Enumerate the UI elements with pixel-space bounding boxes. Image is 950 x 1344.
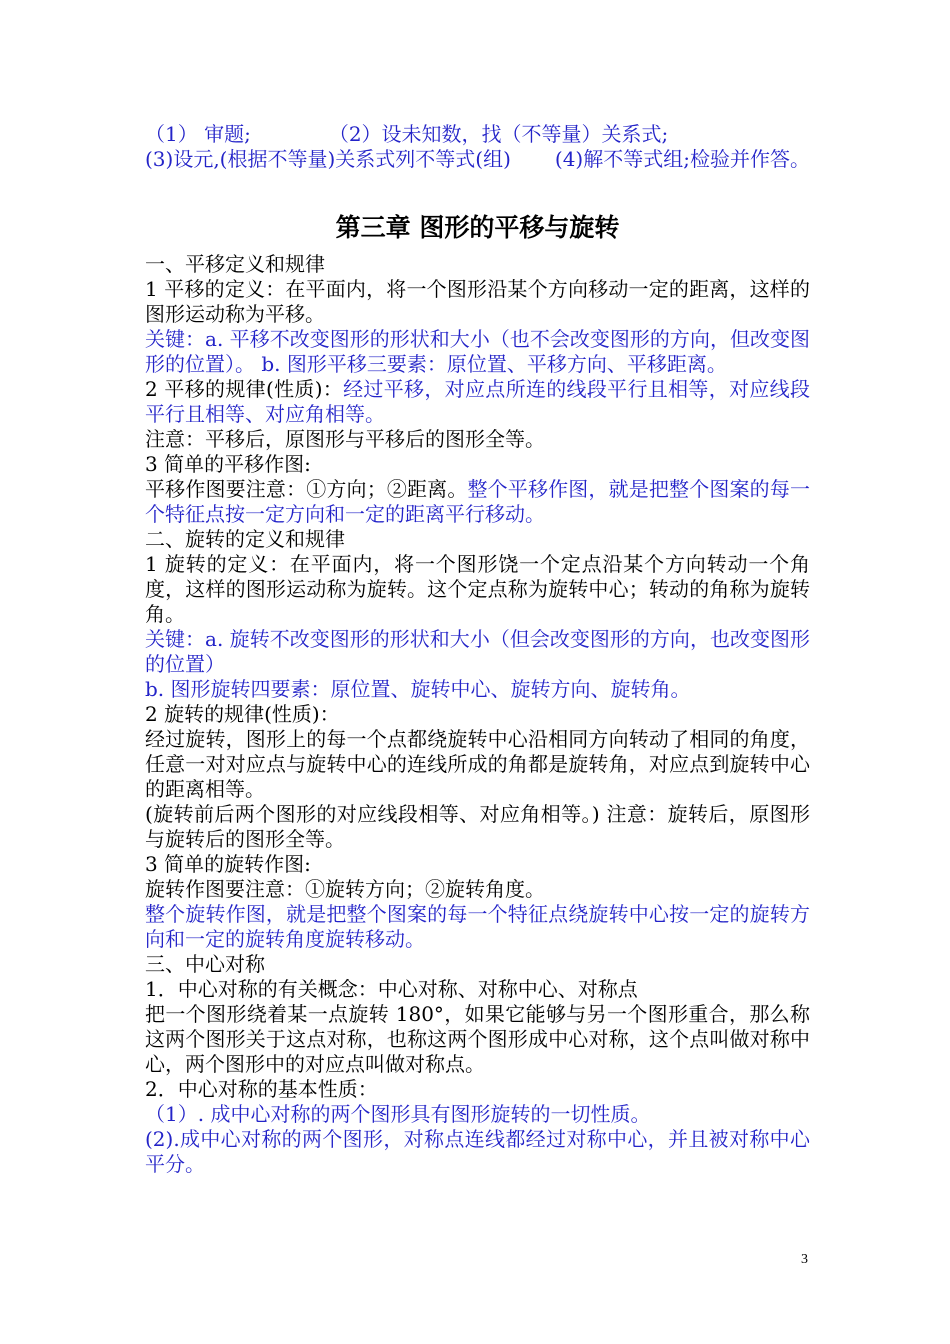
step-3: (3)设元,(根据不等量)关系式列不等式(组) [145,147,511,171]
sec1-rule-label: 2 平移的规律(性质)： [145,377,344,401]
chapter-title: 第三章 图形的平移与旋转 [335,213,620,242]
step-4: (4)解不等式组;检验并作答。 [554,147,810,171]
sec2-heading: 二、旋转的定义和规律 [145,527,345,551]
sec3-prop-heading: 2．中心对称的基本性质： [145,1077,378,1101]
sec1-definition: 1 平移的定义：在平面内，将一个图形沿某个方向移动一定的距离，这样的图形运动称为平移。 [145,277,810,326]
sec2-definition: 1 旋转的定义：在平面内，将一个图形饶一个定点沿某个方向转动一个角度，这样的图形运动称为旋转。这个定点称为旋转中心；转动的角称为旋转角。 [145,552,810,626]
sec1-rule [145,377,810,427]
sec2-draw-heading: 3 简单的旋转作图: [145,852,311,876]
sec1-draw-text: 平移作图要注意：①方向；②距离。 [145,477,468,501]
sec3-prop-2: (2).成中心对称的两个图形，对称点连线都经过对称中心，并且被对称中心平分。 [145,1127,810,1176]
step-2: （2）设未知数，找（不等量）关系式; [328,122,669,146]
sec1-heading: 一、平移定义和规律 [145,252,325,276]
step-1: （1） 审题; [145,122,251,146]
sec1-draw [145,477,810,527]
steps-line-1 [145,122,810,147]
sec2-key-b: b. 图形旋转四要素：原位置、旋转中心、旋转方向、旋转角。 [145,677,691,701]
sec2-draw-text: 旋转作图要注意：①旋转方向；②旋转角度。 [145,877,545,901]
sec3-heading: 三、中心对称 [145,952,265,976]
page-number: 3 [801,1252,808,1267]
sec1-draw-blue: 整个平移作图，就是把整个图案的每一个特征点按一定方向和一定的距离平行移动。 [145,477,810,526]
sec2-rule-extra: (旋转前后两个图形的对应线段相等、对应角相等。) 注意：旋转后，原图形与旋转后的图形全等。 [145,802,810,851]
page-content [145,122,810,1177]
sec1-rule-text: 经过平移，对应点所连的线段平行且相等，对应线段平行且相等、对应角相等。 [145,377,810,426]
sec1-draw-heading: 3 简单的平移作图: [145,452,311,476]
sec2-rule-label: 2 旋转的规律(性质)： [145,702,340,726]
steps-line-2 [145,147,810,172]
sec2-draw-blue: 整个旋转作图，就是把整个图案的每一个特征点绕旋转中心按一定的旋转方向和一定的旋转角度旋转移动。 [145,902,810,951]
sec2-key-a: 关键：a. 旋转不改变图形的形状和大小（但会改变图形的方向，也改变图形的位置） [145,627,810,676]
sec3-concept-heading: 1．中心对称的有关概念：中心对称、对称中心、对称点 [145,977,638,1001]
sec1-note: 注意：平移后，原图形与平移后的图形全等。 [145,427,545,451]
sec2-rule-text: 经过旋转，图形上的每一个点都绕旋转中心沿相同方向转动了相同的角度，任意一对对应点与旋转中心的连线所成的角都是旋转角，对应点到旋转中心的距离相等。 [145,727,810,801]
sec3-prop-1: （1）. 成中心对称的两个图形具有图形旋转的一切性质。 [145,1102,651,1126]
sec1-key: 关键：a. 平移不改变图形的形状和大小（也不会改变图形的方向，但改变图形的位置）。 b. 图形平移三要素：原位置、平移方向、平移距离。 [145,327,810,376]
sec3-concept-text: 把一个图形绕着某一点旋转 180°，如果它能够与另一个图形重合，那么称这两个图形关于这点对称，也称这两个图形成中心对称，这个点叫做对称中心，两个图形中的对应点叫做对称点。 [145,1002,810,1076]
